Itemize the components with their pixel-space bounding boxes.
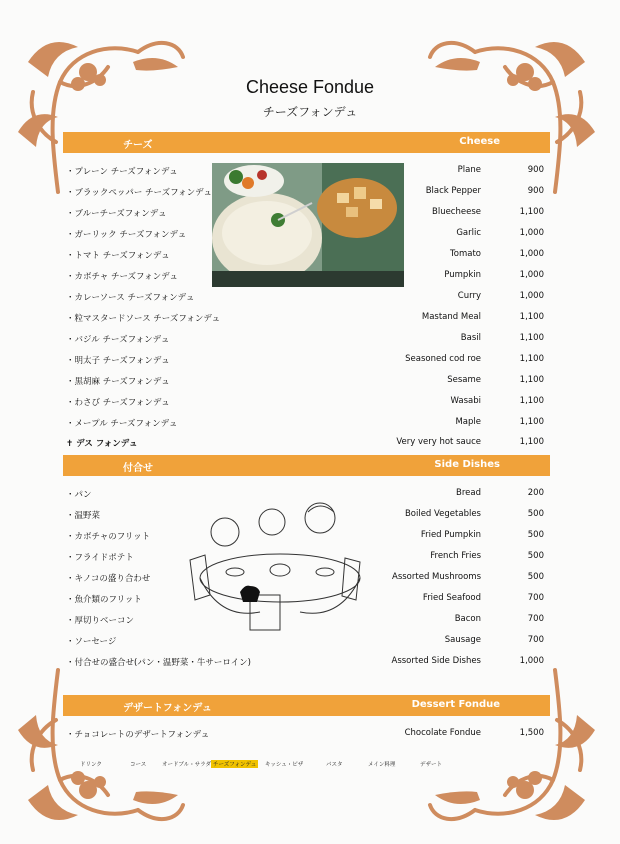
item-price: 1,100 [519,396,544,406]
menu-item [66,485,546,501]
item-price: 500 [527,551,544,561]
item-name-en: Boiled Vegetables [404,509,481,519]
item-name-en: Mastand Meal [421,312,481,322]
item-name-jp: ・厚切りベーコン [66,616,135,626]
item-name-jp: ・ブラックペッパー チーズフォンデュ [66,188,212,198]
item-name-en: Fried Pumpkin [420,530,481,540]
item-name-jp: ・プレーン チーズフォンデュ [66,167,178,177]
item-name-jp: ・黒胡麻 チーズフォンデュ [66,377,170,387]
ornament-bottom-left-icon [18,665,188,840]
item-price: 1,000 [519,270,544,280]
item-name-en: Wasabi [450,396,481,406]
item-price: 200 [527,488,544,498]
item-name-en: Very very hot sauce [396,437,481,447]
menu-item [66,330,546,346]
nav-pasta[interactable]: パスタ [326,762,343,768]
item-price: 1,100 [519,417,544,427]
item-name-jp: ・付合せの盛合せ(パン・温野菜・牛サーロイン) [66,658,251,668]
item-name-jp: ✝ デス フォンデュ [66,439,138,449]
nav-cheese-fondue[interactable]: チーズフォンデュ [213,762,257,768]
item-name-jp: ・明太子 チーズフォンデュ [66,356,170,366]
item-name-jp: ・粒マスタードソース チーズフォンデュ [66,314,221,324]
ornament-bottom-right-icon [425,665,595,840]
menu-item [66,725,546,741]
item-name-en: Assorted Mushrooms [392,572,481,582]
item-price: 500 [527,530,544,540]
item-name-en: Fried Seafood [422,593,481,603]
menu-item [66,653,546,669]
section-header-cheese [63,132,550,153]
item-name-en: Chocolate Fondue [404,728,481,738]
menu-item [66,309,546,325]
item-price: 1,000 [519,228,544,238]
menu-item [66,372,546,388]
item-name-en: Bluecheese [432,207,481,217]
item-name-en: Maple [455,417,481,427]
item-name-jp: ・カボチャのフリット [66,532,151,542]
item-name-jp: ・わさび チーズフォンデュ [66,398,170,408]
item-price: 1,100 [519,354,544,364]
fondue-photo [212,163,404,287]
nav-main-dish[interactable]: メイン料理 [368,762,396,768]
item-name-jp: ・キノコの盛り合わせ [66,574,151,584]
item-name-en: Seasoned cod roe [405,354,481,364]
item-price: 700 [527,593,544,603]
item-price: 700 [527,614,544,624]
menu-item [66,393,546,409]
item-name-jp: ・パン [66,490,92,500]
section-label-en: Cheese [459,136,500,147]
section-label-en: Dessert Fondue [411,699,500,710]
item-price: 1,500 [519,728,544,738]
table-illustration [180,500,370,635]
item-name-en: Sesame [447,375,481,385]
item-name-en: Sausage [444,635,481,645]
item-name-jp: ・ガーリック チーズフォンデュ [66,230,187,240]
item-price: 1,100 [519,437,544,447]
item-name-en: Basil [460,333,481,343]
item-name-jp: ・温野菜 [66,511,101,521]
section-label-jp: 付合せ [123,463,153,474]
page-subtitle: チーズフォンデュ [262,105,358,119]
item-name-en: Plane [457,165,481,175]
item-name-en: Black Pepper [425,186,481,196]
item-price: 900 [527,165,544,175]
section-label-jp: デザートフォンデュ [123,703,212,714]
item-name-jp: ・バジル チーズフォンデュ [66,335,170,345]
nav-drink[interactable]: ドリンク [80,762,102,768]
page-title: Cheese Fondue [245,77,375,97]
section-header-side-dishes [63,455,550,476]
item-name-en: Garlic [456,228,481,238]
item-price: 1,100 [519,312,544,322]
section-label-en: Side Dishes [434,459,500,470]
item-price: 500 [527,509,544,519]
item-name-jp: ・メープル チーズフォンデュ [66,419,178,429]
item-name-jp: ・カボチャ チーズフォンデュ [66,272,178,282]
item-name-jp: ・フライドポテト [66,553,134,563]
item-name-en: French Fries [430,551,481,561]
item-name-jp: ・ブルーチーズフォンデュ [66,209,167,219]
item-name-en: Tomato [450,249,481,259]
item-price: 1,100 [519,207,544,217]
item-price: 1,100 [519,375,544,385]
item-price: 900 [527,186,544,196]
nav-quiche-pizza[interactable]: キッシュ・ピザ [265,762,304,768]
item-name-jp: ・カレーソース チーズフォンデュ [66,293,195,303]
item-price: 700 [527,635,544,645]
item-name-en: Curry [457,291,481,301]
item-name-en: Assorted Side Dishes [391,656,481,666]
item-name-jp: ・魚介類のフリット [66,595,142,605]
menu-item [66,414,546,430]
menu-item [66,351,546,367]
item-name-en: Pumpkin [444,270,481,280]
item-name-jp: ・ソーセージ [66,637,117,647]
item-price: 1,000 [519,291,544,301]
section-header-dessert [63,695,550,716]
item-name-en: Bread [456,488,481,498]
nav-course[interactable]: コース [130,762,147,768]
item-name-jp: ・トマト チーズフォンデュ [66,251,170,261]
item-price: 1,100 [519,333,544,343]
item-name-en: Bacon [454,614,481,624]
menu-item [66,288,546,304]
nav-dessert[interactable]: デザート [420,762,443,768]
nav-hors-doeuvre-salad[interactable]: オードブル・サラダ [162,762,212,768]
section-label-jp: チーズ [123,140,153,151]
item-name-jp: ・チョコレートのデザートフォンデュ [66,730,210,740]
item-price: 1,000 [519,656,544,666]
item-price: 1,000 [519,249,544,259]
item-price: 500 [527,572,544,582]
menu-item [66,434,546,450]
